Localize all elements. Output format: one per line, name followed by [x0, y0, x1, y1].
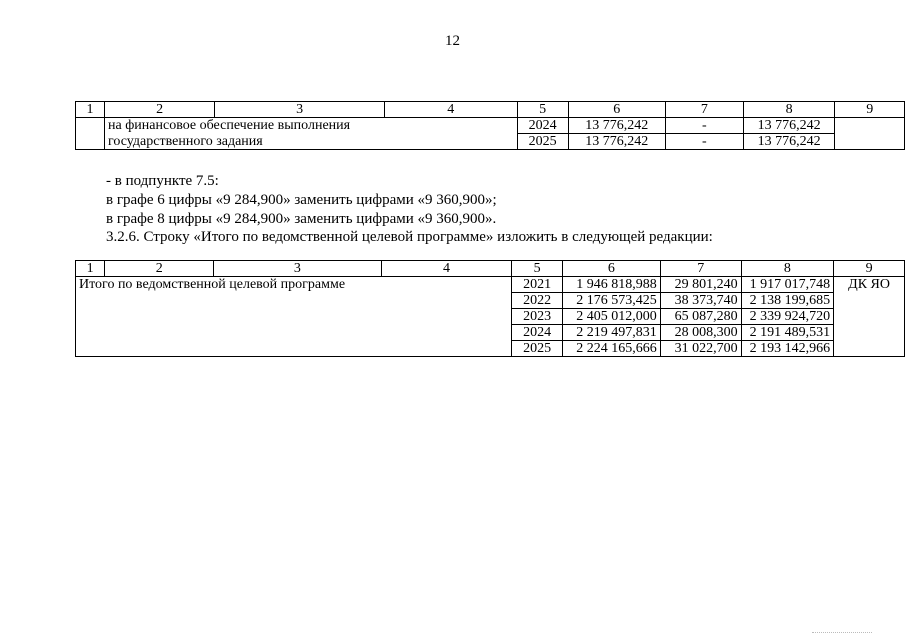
header-cell: 5 [512, 261, 562, 277]
value-cell: 2 176 573,425 [562, 293, 660, 309]
table-header-row [76, 261, 905, 277]
page-number: 12 [445, 33, 460, 49]
header-cell: 8 [743, 102, 835, 118]
value-cell: 2 138 199,685 [741, 293, 833, 309]
value-cell: 2 339 924,720 [741, 309, 833, 325]
header-cell: 9 [834, 261, 905, 277]
value-cell: 38 373,740 [660, 293, 741, 309]
value-cell: 28 008,300 [660, 325, 741, 341]
value-cell: 65 087,280 [660, 309, 741, 325]
header-cell: 3 [215, 102, 385, 118]
year-cell: 2025 [512, 341, 562, 357]
value-cell: - [665, 118, 743, 134]
value-cell: 2 219 497,831 [562, 325, 660, 341]
amendment-table-bottom [75, 260, 905, 357]
value-cell: - [665, 134, 743, 150]
header-cell: 6 [562, 261, 660, 277]
paragraph: 3.2.6. Строку «Итого по ведомственной целевой программе» изложить в следующей редакции: [106, 229, 713, 245]
value-cell: 29 801,240 [660, 277, 741, 293]
table-row [76, 118, 905, 134]
description-line: государственного задания [105, 134, 518, 150]
value-cell: 2 191 489,531 [741, 325, 833, 341]
value-cell: 13 776,242 [568, 118, 665, 134]
year-cell: 2021 [512, 277, 562, 293]
header-cell: 4 [381, 261, 512, 277]
executor-cell: ДК ЯО [834, 277, 905, 357]
value-cell: 1 917 017,748 [741, 277, 833, 293]
paragraph: в графе 6 цифры «9 284,900» заменить цифрами «9 360,900»; [106, 192, 497, 208]
value-cell: 13 776,242 [568, 134, 665, 150]
table-header-row [76, 102, 905, 118]
header-cell: 9 [835, 102, 905, 118]
header-cell: 3 [214, 261, 381, 277]
year-cell: 2024 [517, 118, 568, 134]
amendment-table-top [75, 101, 905, 150]
total-label: Итого по ведомственной целевой программе [76, 277, 512, 357]
table-row [76, 277, 905, 293]
paragraph: в графе 8 цифры «9 284,900» заменить цифрами «9 360,900». [106, 211, 497, 227]
value-cell: 31 022,700 [660, 341, 741, 357]
header-cell: 2 [105, 102, 215, 118]
header-cell: 1 [76, 102, 105, 118]
header-cell: 4 [384, 102, 517, 118]
value-cell: 13 776,242 [743, 134, 835, 150]
header-cell: 2 [105, 261, 214, 277]
paragraph: - в подпункте 7.5: [106, 173, 219, 189]
year-cell: 2024 [512, 325, 562, 341]
value-cell: 1 946 818,988 [562, 277, 660, 293]
header-cell: 7 [660, 261, 741, 277]
header-cell: 7 [665, 102, 743, 118]
value-cell: 13 776,242 [743, 118, 835, 134]
year-cell: 2023 [512, 309, 562, 325]
header-cell: 6 [568, 102, 665, 118]
header-cell: 8 [741, 261, 833, 277]
value-cell: 2 224 165,666 [562, 341, 660, 357]
header-cell: 5 [517, 102, 568, 118]
value-cell: 2 405 012,000 [562, 309, 660, 325]
description-line: на финансовое обеспечение выполнения [105, 118, 518, 134]
year-cell: 2022 [512, 293, 562, 309]
scan-artifact [812, 632, 872, 635]
header-cell: 1 [76, 261, 105, 277]
table-row [76, 134, 905, 150]
year-cell: 2025 [517, 134, 568, 150]
value-cell: 2 193 142,966 [741, 341, 833, 357]
